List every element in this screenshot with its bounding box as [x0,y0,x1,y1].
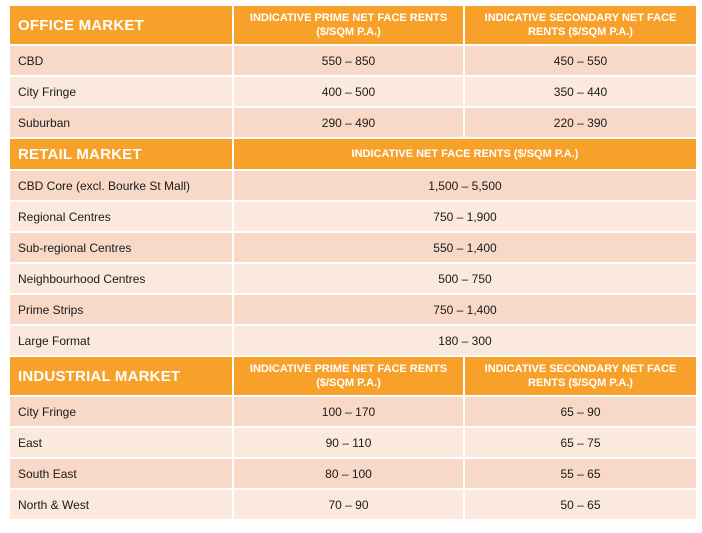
retail-rents-column-header: INDICATIVE NET FACE RENTS ($/SQM P.A.) [234,139,696,171]
secondary-rent-value: 220 – 390 [465,108,696,139]
row-label: CBD [10,46,234,77]
rent-value: 180 – 300 [234,326,696,357]
table-row [10,490,696,521]
row-label: Neighbourhood Centres [10,264,234,295]
rent-value: 550 – 1,400 [234,233,696,264]
industrial-header-row [10,357,696,397]
table-row [10,233,696,264]
office-secondary-column-header: INDICATIVE SECONDARY NET FACE RENTS ($/SQM P.A.) [465,6,696,46]
table-row [10,77,696,108]
row-label: East [10,428,234,459]
row-label: Prime Strips [10,295,234,326]
row-label: North & West [10,490,234,521]
secondary-rent-value: 50 – 65 [465,490,696,521]
prime-rent-value: 550 – 850 [234,46,465,77]
table-row [10,202,696,233]
row-label: Large Format [10,326,234,357]
office-prime-column-header: INDICATIVE PRIME NET FACE RENTS ($/SQM P.A.) [234,6,465,46]
row-label: CBD Core (excl. Bourke St Mall) [10,171,234,202]
industrial-market-title: INDUSTRIAL MARKET [10,357,234,397]
prime-rent-value: 80 – 100 [234,459,465,490]
row-label: Regional Centres [10,202,234,233]
table-row [10,295,696,326]
table-row [10,326,696,357]
row-label: South East [10,459,234,490]
rent-value: 750 – 1,400 [234,295,696,326]
row-label: Sub-regional Centres [10,233,234,264]
table-row [10,428,696,459]
secondary-rent-value: 65 – 75 [465,428,696,459]
row-label: Suburban [10,108,234,139]
secondary-rent-value: 55 – 65 [465,459,696,490]
row-label: City Fringe [10,77,234,108]
rent-value: 1,500 – 5,500 [234,171,696,202]
office-header-row [10,6,696,46]
secondary-rent-value: 350 – 440 [465,77,696,108]
retail-market-title: RETAIL MARKET [10,139,234,171]
rents-table [10,6,696,521]
table-row [10,264,696,295]
table-row [10,459,696,490]
rent-value: 500 – 750 [234,264,696,295]
prime-rent-value: 400 – 500 [234,77,465,108]
rent-value: 750 – 1,900 [234,202,696,233]
table-row [10,397,696,428]
table-row [10,46,696,77]
retail-header-row [10,139,696,171]
table-row [10,108,696,139]
prime-rent-value: 70 – 90 [234,490,465,521]
industrial-secondary-column-header: INDICATIVE SECONDARY NET FACE RENTS ($/SQM P.A.) [465,357,696,397]
row-label: City Fringe [10,397,234,428]
prime-rent-value: 100 – 170 [234,397,465,428]
prime-rent-value: 90 – 110 [234,428,465,459]
office-market-title: OFFICE MARKET [10,6,234,46]
industrial-prime-column-header: INDICATIVE PRIME NET FACE RENTS ($/SQM P.A.) [234,357,465,397]
table-row [10,171,696,202]
secondary-rent-value: 450 – 550 [465,46,696,77]
prime-rent-value: 290 – 490 [234,108,465,139]
secondary-rent-value: 65 – 90 [465,397,696,428]
